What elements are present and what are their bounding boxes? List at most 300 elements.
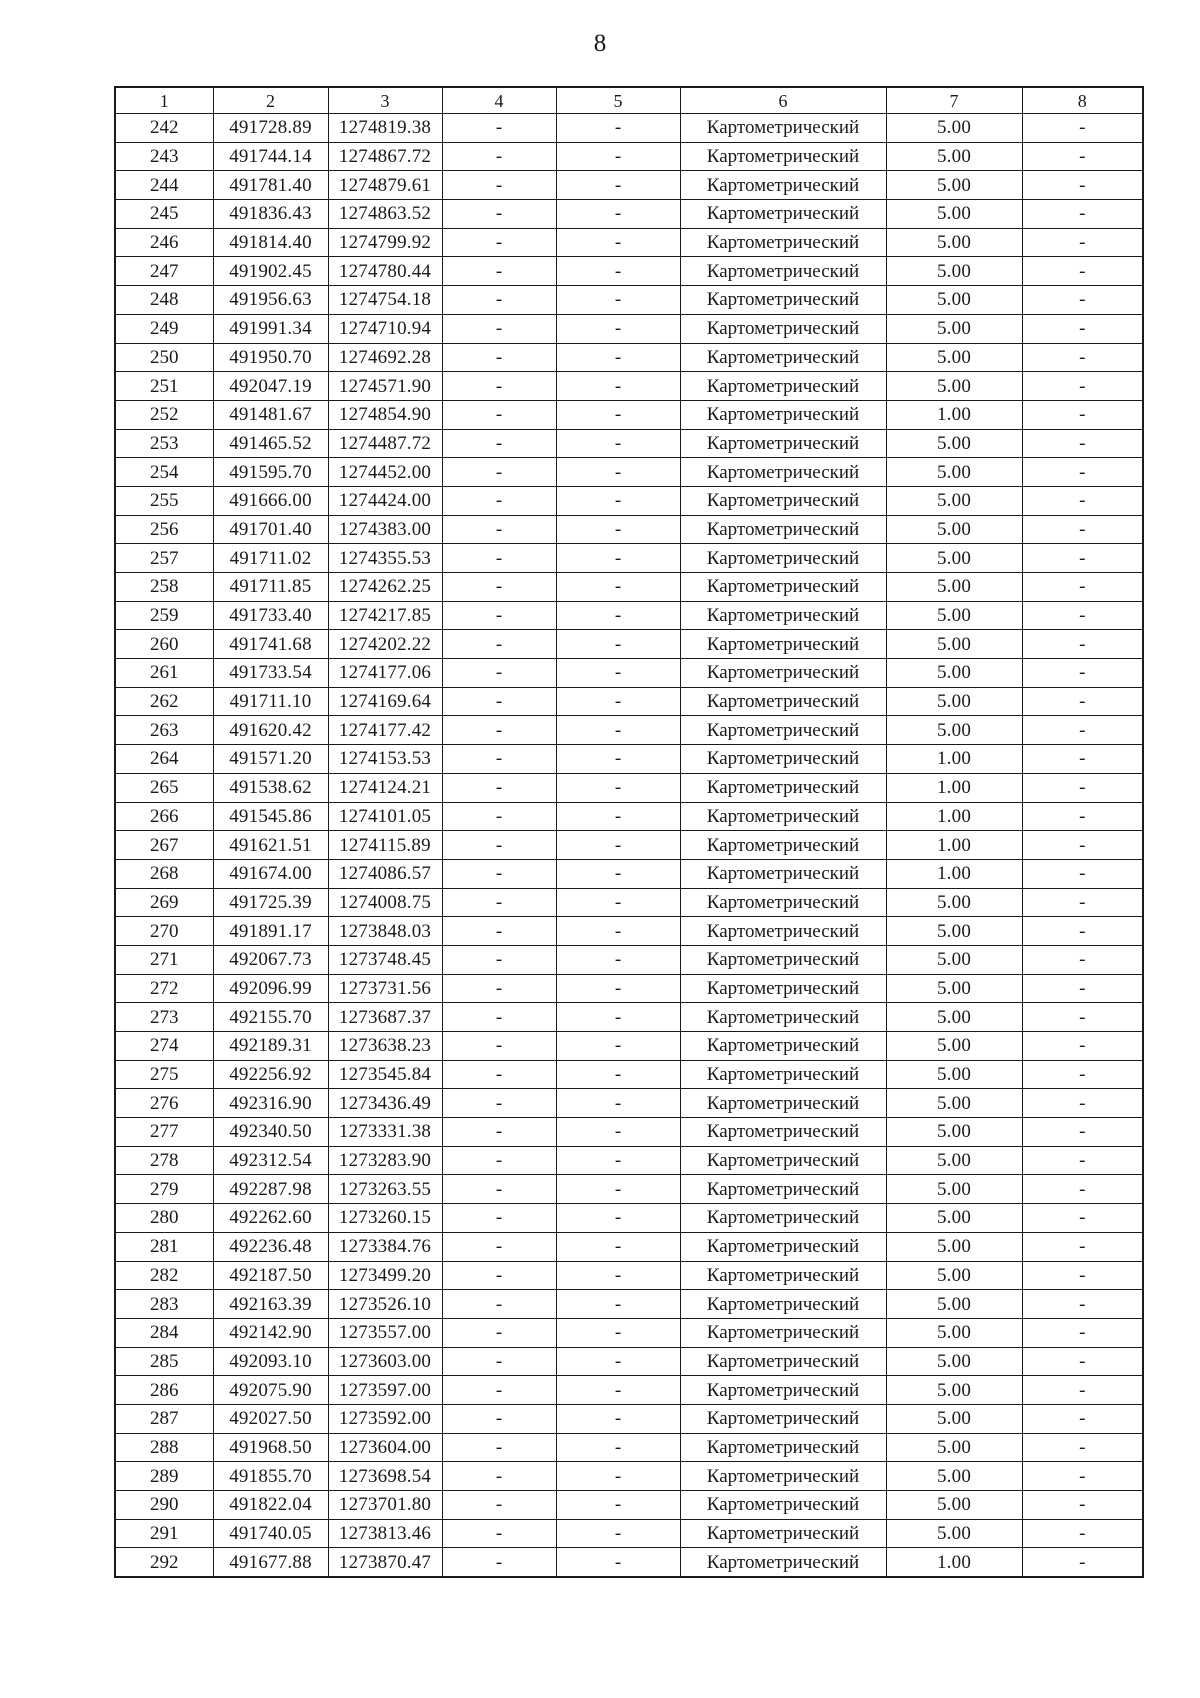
col-5-value-cell: - xyxy=(556,114,680,143)
col-5-value-cell: - xyxy=(556,773,680,802)
column-header-2: 2 xyxy=(213,87,328,114)
col-4-value-cell: - xyxy=(442,917,556,946)
accuracy-cell: 5.00 xyxy=(886,429,1022,458)
table-row xyxy=(115,1519,1143,1548)
coordinate-y-cell: 1274754.18 xyxy=(328,286,442,315)
table-row xyxy=(115,1261,1143,1290)
coordinate-y-cell: 1274177.42 xyxy=(328,716,442,745)
table-row xyxy=(115,1032,1143,1061)
coordinate-x-cell: 491666.00 xyxy=(213,486,328,515)
col-4-value-cell: - xyxy=(442,573,556,602)
coordinate-x-cell: 491991.34 xyxy=(213,314,328,343)
coordinate-y-cell: 1274262.25 xyxy=(328,573,442,602)
accuracy-cell: 5.00 xyxy=(886,544,1022,573)
col-8-value-cell: - xyxy=(1022,314,1143,343)
col-4-value-cell: - xyxy=(442,1462,556,1491)
coordinate-x-cell: 492047.19 xyxy=(213,372,328,401)
point-number-cell: 283 xyxy=(115,1290,213,1319)
coordinate-x-cell: 491595.70 xyxy=(213,458,328,487)
table-row xyxy=(115,888,1143,917)
coordinate-x-cell: 491855.70 xyxy=(213,1462,328,1491)
col-8-value-cell: - xyxy=(1022,745,1143,774)
coordinate-x-cell: 491711.85 xyxy=(213,573,328,602)
method-cell: Картометрический xyxy=(680,544,886,573)
method-cell: Картометрический xyxy=(680,1462,886,1491)
point-number-cell: 268 xyxy=(115,859,213,888)
method-cell: Картометрический xyxy=(680,716,886,745)
method-cell: Картометрический xyxy=(680,228,886,257)
column-header-4: 4 xyxy=(442,87,556,114)
col-4-value-cell: - xyxy=(442,458,556,487)
col-8-value-cell: - xyxy=(1022,1318,1143,1347)
coordinate-x-cell: 491891.17 xyxy=(213,917,328,946)
coordinate-y-cell: 1273499.20 xyxy=(328,1261,442,1290)
coordinate-x-cell: 492189.31 xyxy=(213,1032,328,1061)
method-cell: Картометрический xyxy=(680,400,886,429)
col-5-value-cell: - xyxy=(556,802,680,831)
coordinate-x-cell: 491545.86 xyxy=(213,802,328,831)
col-8-value-cell: - xyxy=(1022,343,1143,372)
coordinate-y-cell: 1273687.37 xyxy=(328,1003,442,1032)
col-5-value-cell: - xyxy=(556,1089,680,1118)
method-cell: Картометрический xyxy=(680,1175,886,1204)
point-number-cell: 277 xyxy=(115,1118,213,1147)
col-5-value-cell: - xyxy=(556,1204,680,1233)
table-row xyxy=(115,974,1143,1003)
point-number-cell: 267 xyxy=(115,831,213,860)
table-row xyxy=(115,458,1143,487)
col-4-value-cell: - xyxy=(442,1433,556,1462)
accuracy-cell: 5.00 xyxy=(886,573,1022,602)
col-8-value-cell: - xyxy=(1022,630,1143,659)
table-row xyxy=(115,400,1143,429)
col-8-value-cell: - xyxy=(1022,458,1143,487)
col-4-value-cell: - xyxy=(442,1347,556,1376)
accuracy-cell: 5.00 xyxy=(886,486,1022,515)
table-row xyxy=(115,659,1143,688)
col-4-value-cell: - xyxy=(442,1032,556,1061)
point-number-cell: 253 xyxy=(115,429,213,458)
method-cell: Картометрический xyxy=(680,1204,886,1233)
table-row xyxy=(115,1003,1143,1032)
col-4-value-cell: - xyxy=(442,1175,556,1204)
coordinate-x-cell: 492075.90 xyxy=(213,1376,328,1405)
coordinate-x-cell: 491740.05 xyxy=(213,1519,328,1548)
point-number-cell: 280 xyxy=(115,1204,213,1233)
col-4-value-cell: - xyxy=(442,974,556,1003)
point-number-cell: 278 xyxy=(115,1146,213,1175)
col-5-value-cell: - xyxy=(556,1003,680,1032)
table-row xyxy=(115,630,1143,659)
col-4-value-cell: - xyxy=(442,228,556,257)
method-cell: Картометрический xyxy=(680,114,886,143)
point-number-cell: 244 xyxy=(115,171,213,200)
col-4-value-cell: - xyxy=(442,1376,556,1405)
table-row xyxy=(115,429,1143,458)
table-row xyxy=(115,228,1143,257)
point-number-cell: 263 xyxy=(115,716,213,745)
col-4-value-cell: - xyxy=(442,745,556,774)
table-row xyxy=(115,945,1143,974)
point-number-cell: 275 xyxy=(115,1060,213,1089)
method-cell: Картометрический xyxy=(680,1491,886,1520)
method-cell: Картометрический xyxy=(680,917,886,946)
accuracy-cell: 5.00 xyxy=(886,1404,1022,1433)
accuracy-cell: 5.00 xyxy=(886,171,1022,200)
accuracy-cell: 5.00 xyxy=(886,200,1022,229)
accuracy-cell: 1.00 xyxy=(886,400,1022,429)
accuracy-cell: 5.00 xyxy=(886,659,1022,688)
coordinate-y-cell: 1274086.57 xyxy=(328,859,442,888)
accuracy-cell: 5.00 xyxy=(886,1347,1022,1376)
point-number-cell: 243 xyxy=(115,142,213,171)
accuracy-cell: 5.00 xyxy=(886,1118,1022,1147)
col-4-value-cell: - xyxy=(442,314,556,343)
col-8-value-cell: - xyxy=(1022,142,1143,171)
coordinate-x-cell: 492236.48 xyxy=(213,1232,328,1261)
table-row xyxy=(115,343,1143,372)
method-cell: Картометрический xyxy=(680,1261,886,1290)
col-4-value-cell: - xyxy=(442,200,556,229)
table-body xyxy=(115,114,1143,1578)
coordinate-y-cell: 1274867.72 xyxy=(328,142,442,171)
col-4-value-cell: - xyxy=(442,1261,556,1290)
col-8-value-cell: - xyxy=(1022,286,1143,315)
point-number-cell: 255 xyxy=(115,486,213,515)
point-number-cell: 258 xyxy=(115,573,213,602)
coordinate-x-cell: 492187.50 xyxy=(213,1261,328,1290)
coordinate-y-cell: 1274383.00 xyxy=(328,515,442,544)
method-cell: Картометрический xyxy=(680,859,886,888)
coordinate-x-cell: 492142.90 xyxy=(213,1318,328,1347)
table-row xyxy=(115,1290,1143,1319)
col-5-value-cell: - xyxy=(556,745,680,774)
accuracy-cell: 5.00 xyxy=(886,314,1022,343)
table-row xyxy=(115,142,1143,171)
table-row xyxy=(115,1204,1143,1233)
coordinate-y-cell: 1274008.75 xyxy=(328,888,442,917)
col-4-value-cell: - xyxy=(442,659,556,688)
method-cell: Картометрический xyxy=(680,1548,886,1577)
col-8-value-cell: - xyxy=(1022,1261,1143,1290)
col-8-value-cell: - xyxy=(1022,200,1143,229)
point-number-cell: 242 xyxy=(115,114,213,143)
point-number-cell: 246 xyxy=(115,228,213,257)
point-number-cell: 276 xyxy=(115,1089,213,1118)
method-cell: Картометрический xyxy=(680,314,886,343)
point-number-cell: 250 xyxy=(115,343,213,372)
method-cell: Картометрический xyxy=(680,486,886,515)
col-5-value-cell: - xyxy=(556,458,680,487)
coordinate-x-cell: 491733.40 xyxy=(213,601,328,630)
coordinate-x-cell: 491741.68 xyxy=(213,630,328,659)
coordinate-y-cell: 1273263.55 xyxy=(328,1175,442,1204)
col-5-value-cell: - xyxy=(556,1347,680,1376)
coordinate-y-cell: 1273748.45 xyxy=(328,945,442,974)
point-number-cell: 245 xyxy=(115,200,213,229)
col-5-value-cell: - xyxy=(556,1519,680,1548)
accuracy-cell: 5.00 xyxy=(886,1433,1022,1462)
method-cell: Картометрический xyxy=(680,171,886,200)
point-number-cell: 271 xyxy=(115,945,213,974)
accuracy-cell: 5.00 xyxy=(886,458,1022,487)
method-cell: Картометрический xyxy=(680,1404,886,1433)
col-5-value-cell: - xyxy=(556,1491,680,1520)
coordinate-y-cell: 1273260.15 xyxy=(328,1204,442,1233)
col-5-value-cell: - xyxy=(556,974,680,1003)
coordinate-y-cell: 1274355.53 xyxy=(328,544,442,573)
col-4-value-cell: - xyxy=(442,716,556,745)
coordinate-y-cell: 1274452.00 xyxy=(328,458,442,487)
coordinate-x-cell: 491620.42 xyxy=(213,716,328,745)
coordinate-x-cell: 491836.43 xyxy=(213,200,328,229)
point-number-cell: 279 xyxy=(115,1175,213,1204)
col-8-value-cell: - xyxy=(1022,257,1143,286)
coordinate-y-cell: 1273436.49 xyxy=(328,1089,442,1118)
coordinate-y-cell: 1273604.00 xyxy=(328,1433,442,1462)
coordinate-y-cell: 1273731.56 xyxy=(328,974,442,1003)
col-8-value-cell: - xyxy=(1022,114,1143,143)
col-5-value-cell: - xyxy=(556,1175,680,1204)
column-header-7: 7 xyxy=(886,87,1022,114)
accuracy-cell: 5.00 xyxy=(886,1318,1022,1347)
method-cell: Картометрический xyxy=(680,945,886,974)
coordinate-x-cell: 491711.10 xyxy=(213,687,328,716)
col-4-value-cell: - xyxy=(442,1519,556,1548)
accuracy-cell: 1.00 xyxy=(886,859,1022,888)
coordinate-y-cell: 1273592.00 xyxy=(328,1404,442,1433)
accuracy-cell: 5.00 xyxy=(886,601,1022,630)
point-number-cell: 291 xyxy=(115,1519,213,1548)
point-number-cell: 249 xyxy=(115,314,213,343)
point-number-cell: 269 xyxy=(115,888,213,917)
point-number-cell: 248 xyxy=(115,286,213,315)
table-row xyxy=(115,745,1143,774)
col-4-value-cell: - xyxy=(442,429,556,458)
method-cell: Картометрический xyxy=(680,515,886,544)
coordinate-x-cell: 492316.90 xyxy=(213,1089,328,1118)
col-8-value-cell: - xyxy=(1022,1290,1143,1319)
col-8-value-cell: - xyxy=(1022,1462,1143,1491)
col-4-value-cell: - xyxy=(442,802,556,831)
column-header-3: 3 xyxy=(328,87,442,114)
col-8-value-cell: - xyxy=(1022,1118,1143,1147)
accuracy-cell: 5.00 xyxy=(886,1146,1022,1175)
accuracy-cell: 5.00 xyxy=(886,1060,1022,1089)
column-header-8: 8 xyxy=(1022,87,1143,114)
coordinate-x-cell: 491711.02 xyxy=(213,544,328,573)
col-5-value-cell: - xyxy=(556,400,680,429)
col-5-value-cell: - xyxy=(556,372,680,401)
point-number-cell: 261 xyxy=(115,659,213,688)
col-4-value-cell: - xyxy=(442,486,556,515)
col-4-value-cell: - xyxy=(442,515,556,544)
col-5-value-cell: - xyxy=(556,573,680,602)
col-4-value-cell: - xyxy=(442,1232,556,1261)
coordinate-y-cell: 1274571.90 xyxy=(328,372,442,401)
column-header-1: 1 xyxy=(115,87,213,114)
col-5-value-cell: - xyxy=(556,1032,680,1061)
table-row xyxy=(115,1491,1143,1520)
coordinate-x-cell: 492155.70 xyxy=(213,1003,328,1032)
method-cell: Картометрический xyxy=(680,773,886,802)
method-cell: Картометрический xyxy=(680,974,886,1003)
col-8-value-cell: - xyxy=(1022,1433,1143,1462)
col-4-value-cell: - xyxy=(442,687,556,716)
coordinate-x-cell: 491968.50 xyxy=(213,1433,328,1462)
coordinate-x-cell: 491701.40 xyxy=(213,515,328,544)
accuracy-cell: 5.00 xyxy=(886,1089,1022,1118)
col-4-value-cell: - xyxy=(442,544,556,573)
method-cell: Картометрический xyxy=(680,888,886,917)
col-8-value-cell: - xyxy=(1022,515,1143,544)
col-5-value-cell: - xyxy=(556,687,680,716)
accuracy-cell: 1.00 xyxy=(886,745,1022,774)
col-4-value-cell: - xyxy=(442,372,556,401)
point-number-cell: 284 xyxy=(115,1318,213,1347)
coordinate-x-cell: 491956.63 xyxy=(213,286,328,315)
coordinate-x-cell: 491814.40 xyxy=(213,228,328,257)
coordinate-x-cell: 491538.62 xyxy=(213,773,328,802)
table-row xyxy=(115,773,1143,802)
accuracy-cell: 5.00 xyxy=(886,1376,1022,1405)
col-5-value-cell: - xyxy=(556,544,680,573)
coordinate-x-cell: 491725.39 xyxy=(213,888,328,917)
col-5-value-cell: - xyxy=(556,859,680,888)
table-row xyxy=(115,1089,1143,1118)
accuracy-cell: 5.00 xyxy=(886,630,1022,659)
method-cell: Картометрический xyxy=(680,1433,886,1462)
col-8-value-cell: - xyxy=(1022,1146,1143,1175)
point-number-cell: 281 xyxy=(115,1232,213,1261)
coordinate-x-cell: 491465.52 xyxy=(213,429,328,458)
table-row xyxy=(115,286,1143,315)
point-number-cell: 262 xyxy=(115,687,213,716)
coordinate-y-cell: 1274424.00 xyxy=(328,486,442,515)
coordinate-x-cell: 492312.54 xyxy=(213,1146,328,1175)
coordinate-y-cell: 1274780.44 xyxy=(328,257,442,286)
col-8-value-cell: - xyxy=(1022,171,1143,200)
table-row xyxy=(115,831,1143,860)
table-row xyxy=(115,1347,1143,1376)
coordinate-y-cell: 1274153.53 xyxy=(328,745,442,774)
col-5-value-cell: - xyxy=(556,1118,680,1147)
point-number-cell: 266 xyxy=(115,802,213,831)
col-4-value-cell: - xyxy=(442,400,556,429)
method-cell: Картометрический xyxy=(680,1519,886,1548)
col-4-value-cell: - xyxy=(442,1089,556,1118)
col-5-value-cell: - xyxy=(556,1548,680,1577)
col-8-value-cell: - xyxy=(1022,429,1143,458)
col-5-value-cell: - xyxy=(556,601,680,630)
method-cell: Картометрический xyxy=(680,630,886,659)
method-cell: Картометрический xyxy=(680,1347,886,1376)
point-number-cell: 282 xyxy=(115,1261,213,1290)
coordinate-x-cell: 491571.20 xyxy=(213,745,328,774)
table-row xyxy=(115,372,1143,401)
col-4-value-cell: - xyxy=(442,859,556,888)
col-4-value-cell: - xyxy=(442,1118,556,1147)
col-8-value-cell: - xyxy=(1022,1003,1143,1032)
coordinate-y-cell: 1274799.92 xyxy=(328,228,442,257)
coordinate-x-cell: 492256.92 xyxy=(213,1060,328,1089)
accuracy-cell: 5.00 xyxy=(886,1232,1022,1261)
col-5-value-cell: - xyxy=(556,257,680,286)
col-5-value-cell: - xyxy=(556,1462,680,1491)
column-header-5: 5 xyxy=(556,87,680,114)
coordinate-y-cell: 1273848.03 xyxy=(328,917,442,946)
col-4-value-cell: - xyxy=(442,1003,556,1032)
point-number-cell: 289 xyxy=(115,1462,213,1491)
accuracy-cell: 5.00 xyxy=(886,114,1022,143)
point-number-cell: 254 xyxy=(115,458,213,487)
coordinate-y-cell: 1274854.90 xyxy=(328,400,442,429)
accuracy-cell: 5.00 xyxy=(886,257,1022,286)
col-8-value-cell: - xyxy=(1022,859,1143,888)
col-8-value-cell: - xyxy=(1022,1376,1143,1405)
coordinate-y-cell: 1274863.52 xyxy=(328,200,442,229)
col-8-value-cell: - xyxy=(1022,1060,1143,1089)
coordinate-x-cell: 491950.70 xyxy=(213,343,328,372)
col-8-value-cell: - xyxy=(1022,974,1143,1003)
coordinate-y-cell: 1274177.06 xyxy=(328,659,442,688)
col-5-value-cell: - xyxy=(556,515,680,544)
table-row xyxy=(115,802,1143,831)
table-row xyxy=(115,314,1143,343)
col-5-value-cell: - xyxy=(556,831,680,860)
coordinate-y-cell: 1274487.72 xyxy=(328,429,442,458)
method-cell: Картометрический xyxy=(680,687,886,716)
table-row xyxy=(115,1433,1143,1462)
coordinate-x-cell: 491674.00 xyxy=(213,859,328,888)
accuracy-cell: 5.00 xyxy=(886,945,1022,974)
table-row xyxy=(115,573,1143,602)
col-5-value-cell: - xyxy=(556,716,680,745)
col-5-value-cell: - xyxy=(556,917,680,946)
col-5-value-cell: - xyxy=(556,1404,680,1433)
method-cell: Картометрический xyxy=(680,1146,886,1175)
column-header-6: 6 xyxy=(680,87,886,114)
coordinate-y-cell: 1273698.54 xyxy=(328,1462,442,1491)
col-5-value-cell: - xyxy=(556,1146,680,1175)
coordinate-x-cell: 492093.10 xyxy=(213,1347,328,1376)
col-5-value-cell: - xyxy=(556,630,680,659)
coordinate-y-cell: 1274202.22 xyxy=(328,630,442,659)
table-row xyxy=(115,601,1143,630)
coordinate-y-cell: 1273384.76 xyxy=(328,1232,442,1261)
accuracy-cell: 5.00 xyxy=(886,372,1022,401)
coordinate-x-cell: 492340.50 xyxy=(213,1118,328,1147)
col-4-value-cell: - xyxy=(442,773,556,802)
coordinate-x-cell: 491677.88 xyxy=(213,1548,328,1577)
method-cell: Картометрический xyxy=(680,745,886,774)
accuracy-cell: 5.00 xyxy=(886,1003,1022,1032)
col-5-value-cell: - xyxy=(556,200,680,229)
method-cell: Картометрический xyxy=(680,659,886,688)
method-cell: Картометрический xyxy=(680,257,886,286)
col-8-value-cell: - xyxy=(1022,1089,1143,1118)
col-4-value-cell: - xyxy=(442,1290,556,1319)
col-5-value-cell: - xyxy=(556,1318,680,1347)
col-4-value-cell: - xyxy=(442,343,556,372)
table-row xyxy=(115,171,1143,200)
coordinate-x-cell: 491822.04 xyxy=(213,1491,328,1520)
table-row xyxy=(115,1146,1143,1175)
method-cell: Картометрический xyxy=(680,372,886,401)
col-5-value-cell: - xyxy=(556,286,680,315)
coordinate-y-cell: 1273813.46 xyxy=(328,1519,442,1548)
method-cell: Картометрический xyxy=(680,343,886,372)
